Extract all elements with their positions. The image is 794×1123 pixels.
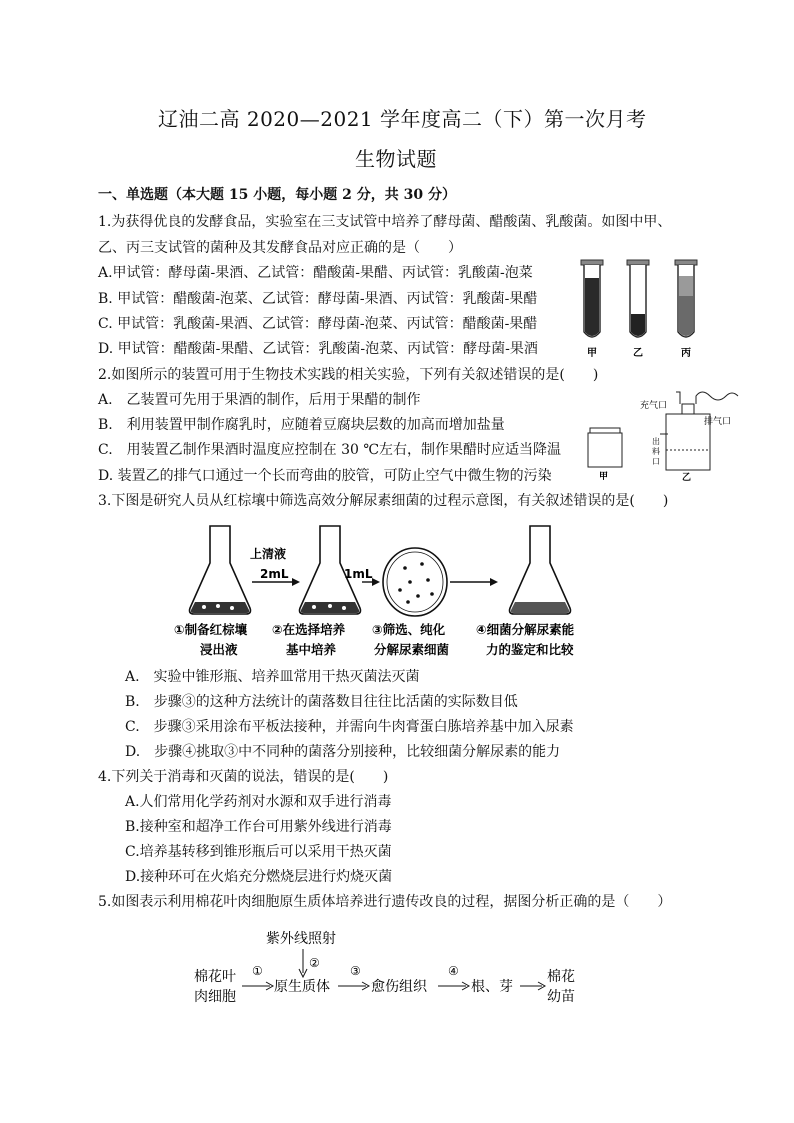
q2-option-d[interactable]: D. 装置乙的排气口通过一个长而弯曲的胶管，可防止空气中微生物的污染: [98, 468, 552, 484]
q3-option-c[interactable]: C. 步骤③采用涂布平板法接种，并需向牛肉膏蛋白胨培养基中加入尿素: [125, 719, 574, 735]
q2-option-c[interactable]: C. 用装置乙制作果酒时温度应控制在 30 ℃左右，制作果醋时应适当降温: [98, 442, 562, 458]
q3-option-a[interactable]: A. 实验中锥形瓶、培养皿常用干热灭菌法灭菌: [125, 669, 420, 685]
q1-option-c[interactable]: C. 甲试管：乳酸菌-果酒、乙试管：酵母菌-泡菜、丙试管：醋酸菌-果醋: [98, 316, 538, 332]
petri-dish: [383, 548, 447, 616]
node-callus: 愈伤组织: [371, 979, 427, 995]
test-tubes-figure: [575, 256, 715, 362]
protoplast-culture-flowchart: [190, 925, 610, 1015]
step1-caption-line2: 浸出液: [200, 642, 238, 657]
q4-option-c[interactable]: C.培养基转移到锥形瓶后可以采用干热灭菌: [125, 844, 392, 860]
step3-marker: ③: [350, 964, 361, 978]
q1-stem-line2: 乙、丙三支试管的菌种及其发酵食品对应正确的是（ ）: [98, 240, 462, 256]
node-root-bud: 根、芽: [471, 979, 513, 995]
tube-yi: [627, 260, 649, 337]
section-heading: 一、单选题（本大题 15 小题，每小题 2 分，共 30 分）: [98, 187, 456, 203]
step4-caption-line1: ④细菌分解尿素能: [476, 622, 575, 637]
exhaust-label: 排气口: [704, 417, 732, 427]
q3-option-b[interactable]: B. 步骤③的这种方法统计的菌落数目往往比活菌的实际数目低: [125, 694, 518, 710]
tube-bing: [675, 260, 697, 337]
tube-label-bing: 丙: [681, 348, 691, 359]
step1-marker: ①: [252, 964, 263, 978]
outlet-label-1: 出: [652, 437, 660, 446]
step2-caption-line2: 基中培养: [286, 642, 337, 657]
outlet-label-2: 料: [652, 447, 660, 456]
q4-option-a[interactable]: A.人们常用化学药剂对水源和双手进行消毒: [125, 794, 392, 810]
q4-stem: 4.下列关于消毒和灭菌的说法，错误的是( ): [98, 769, 389, 785]
step4-marker: ④: [448, 964, 459, 978]
q2-stem: 2.如图所示的装置可用于生物技术实践的相关实验，下列有关叙述错误的是( ): [98, 367, 599, 383]
q2-option-b[interactable]: B. 利用装置甲制作腐乳时，应随着豆腐块层数的加高而增加盐量: [98, 417, 505, 433]
supernatant-label: 上清液: [250, 547, 287, 561]
step2-marker: ②: [309, 956, 320, 970]
jar-label-yi: 乙: [682, 473, 692, 483]
jar-label-jia: 甲: [599, 472, 609, 482]
q4-option-b[interactable]: B.接种室和超净工作台可用紫外线进行消毒: [125, 819, 392, 835]
volume-2ml-label: 2mL: [260, 567, 289, 581]
q3-option-d[interactable]: D. 步骤④挑取③中不同种的菌落分别接种，比较细菌分解尿素的能力: [125, 744, 561, 760]
q1-option-a[interactable]: A.甲试管：酵母菌-果酒、乙试管：醋酸菌-果醋、丙试管：乳酸菌-泡菜: [98, 265, 533, 281]
step2-caption-line1: ②在选择培养: [272, 622, 346, 637]
q2-option-a[interactable]: A. 乙装置可先用于果酒的制作，后用于果醋的制作: [98, 392, 421, 408]
start-node-line2: 肉细胞: [194, 989, 236, 1005]
step4-caption-line2: 力的鉴定和比较: [486, 642, 574, 657]
urea-bacteria-screening-figure: [174, 518, 620, 663]
end-node-line1: 棉花: [547, 969, 575, 985]
node-protoplast: 原生质体: [274, 979, 330, 995]
exam-subtitle: 生物试题: [355, 147, 437, 171]
step1-caption-line1: ①制备红棕壤: [174, 622, 248, 637]
tube-jia: [581, 260, 603, 337]
outlet-label-3: 口: [652, 457, 660, 466]
q1-stem-line1: 1.为获得优良的发酵食品，实验室在三支试管中培养了酵母菌、醋酸菌、乳酸菌。如图中甲、: [98, 214, 672, 230]
jar-jia: [588, 428, 622, 482]
tube-label-yi: 乙: [633, 348, 643, 359]
q1-option-b[interactable]: B. 甲试管：醋酸菌-泡菜、乙试管：酵母菌-果酒、丙试管：乳酸菌-果醋: [98, 291, 538, 307]
step3-caption-line2: 分解尿素细菌: [374, 642, 450, 657]
end-node-line2: 幼苗: [547, 989, 575, 1005]
step3-caption-line1: ③筛选、纯化: [372, 622, 446, 637]
start-node-line1: 棉花叶: [194, 969, 236, 985]
volume-1ml-label: 1mL: [344, 567, 373, 581]
jar-yi: [640, 392, 738, 483]
flask-4: [510, 526, 571, 614]
inlet-label: 充气口: [640, 401, 668, 411]
flask-1: [190, 526, 251, 614]
uv-label: 紫外线照射: [266, 931, 336, 947]
q1-option-d[interactable]: D. 甲试管：醋酸菌-果醋、乙试管：乳酸菌-泡菜、丙试管：酵母菌-果酒: [98, 341, 538, 357]
exam-title: 辽油二高 2020—2021 学年度高二（下）第一次月考: [158, 107, 647, 131]
q5-stem: 5.如图表示利用棉花叶肉细胞原生质体培养进行遗传改良的过程，据图分析正确的是（ ）: [98, 894, 672, 910]
tube-label-jia: 甲: [587, 348, 597, 359]
q4-option-d[interactable]: D.接种环可在火焰充分燃烧层进行灼烧灭菌: [125, 869, 393, 885]
q3-stem: 3.下图是研究人员从红棕壤中筛选高效分解尿素细菌的过程示意图，有关叙述错误的是( ): [98, 493, 669, 509]
fermentation-apparatus-figure: [582, 394, 742, 484]
